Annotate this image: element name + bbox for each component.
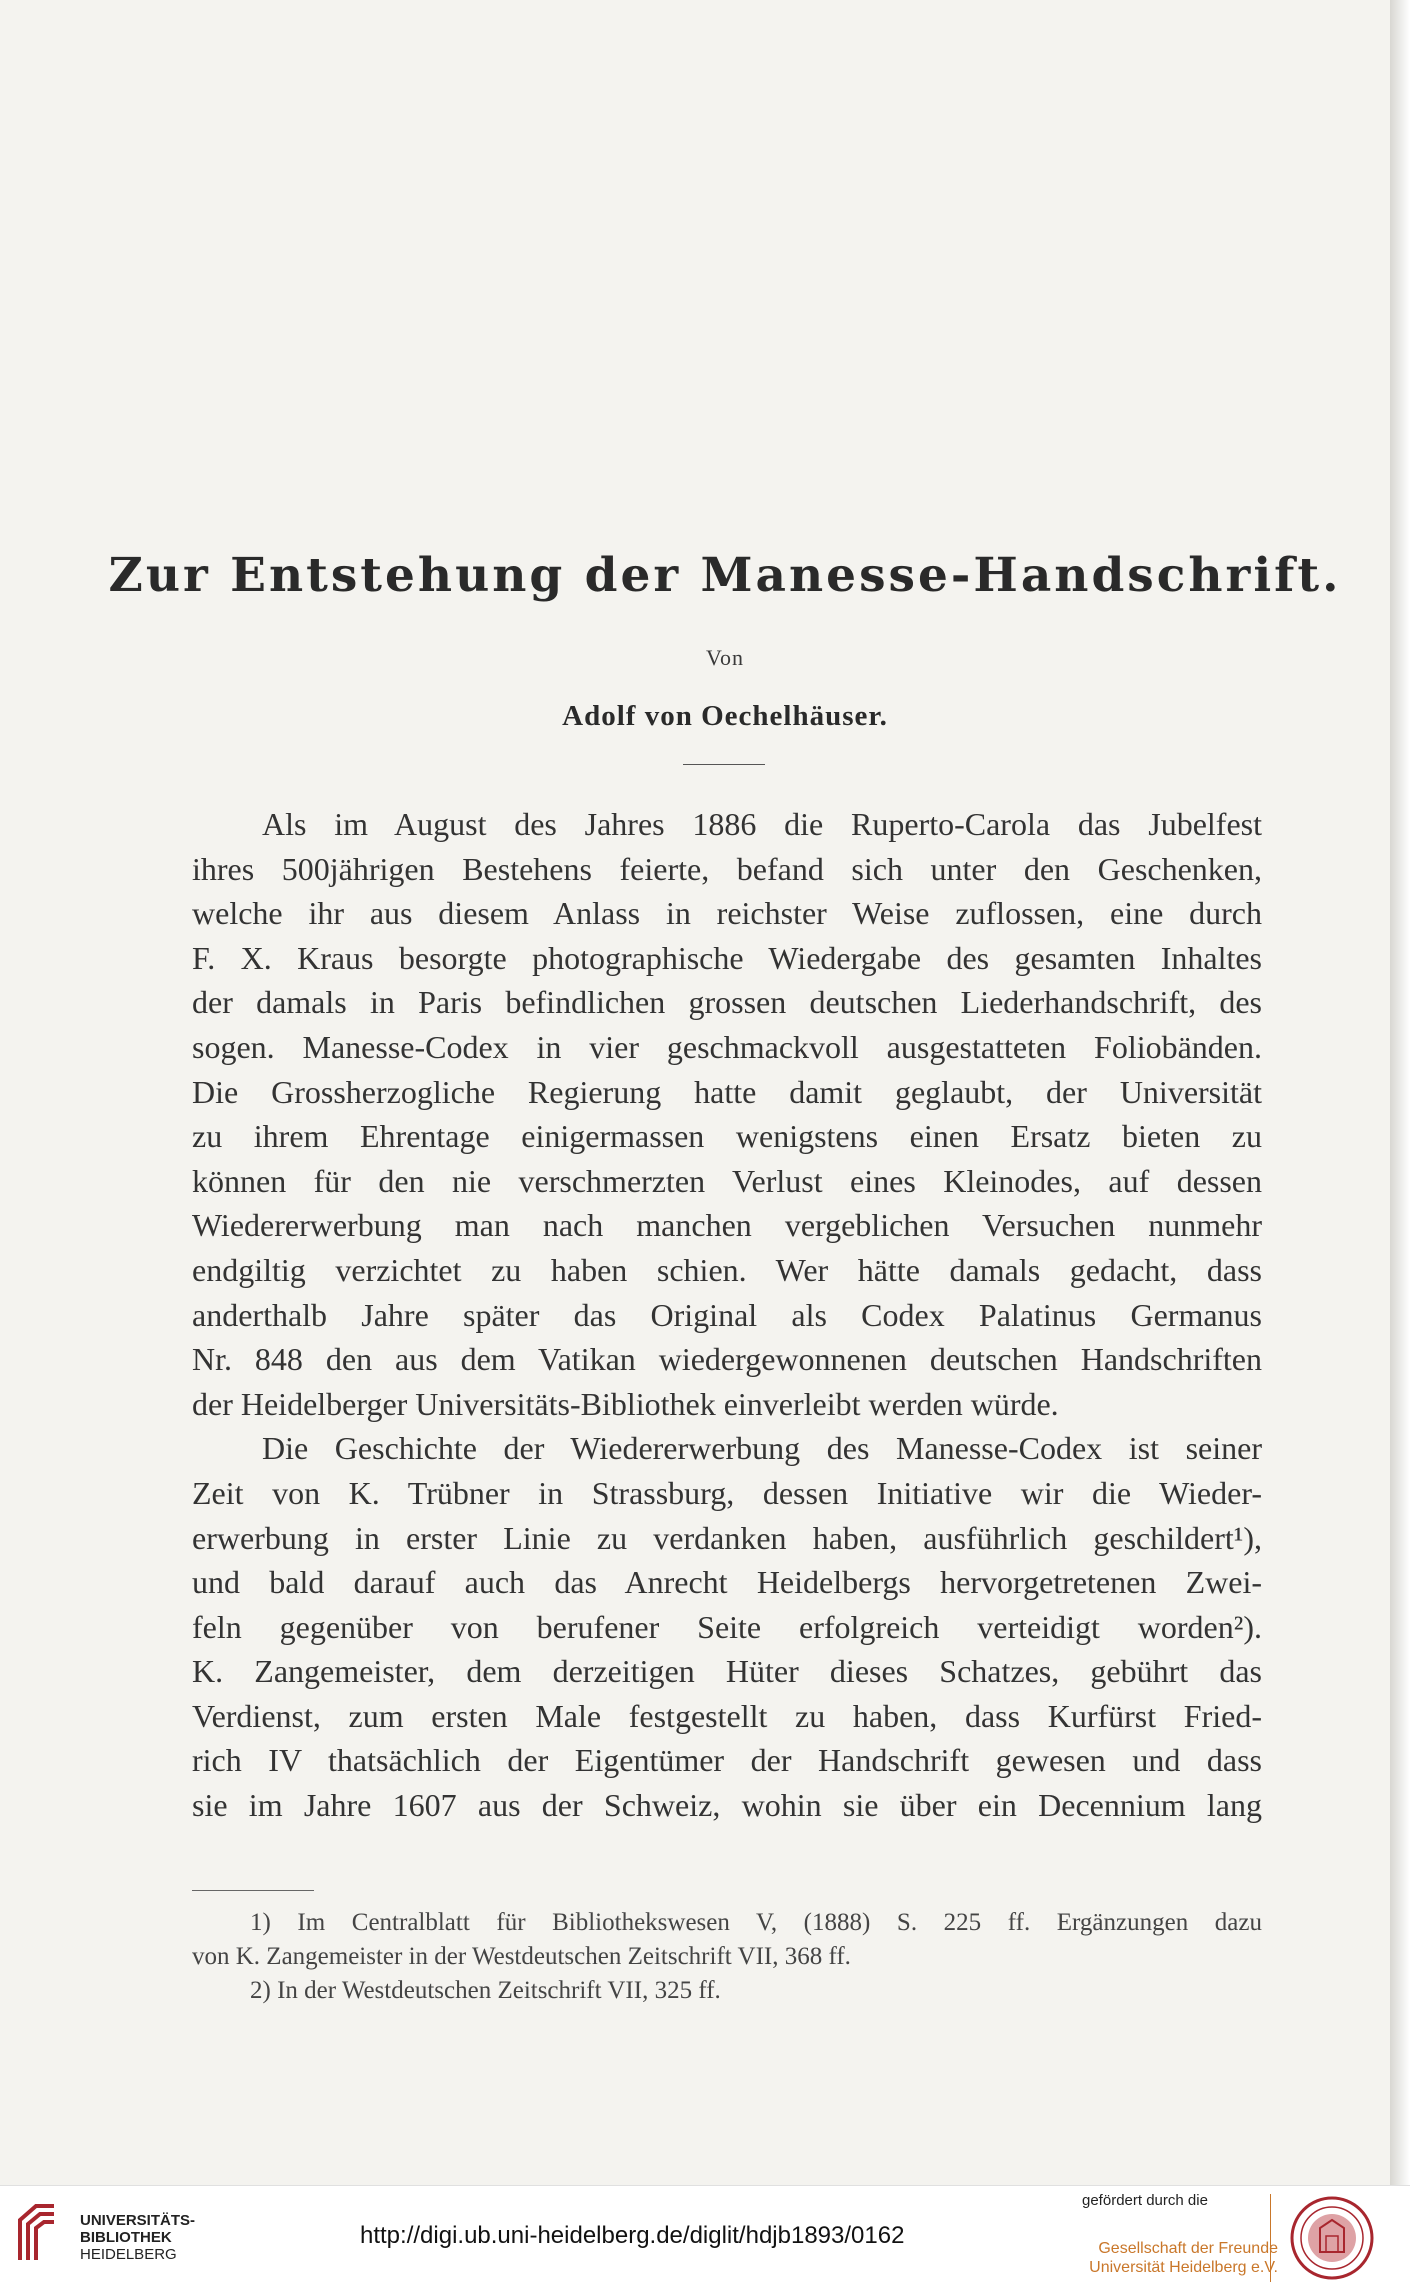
footnote-line: 2) In der Westdeutschen Zeitschrift VII, 325 ff. (250, 1977, 721, 2004)
sponsor-block (1078, 2192, 1278, 2277)
body-line: und bald darauf auch das Anrecht Heidelbergs hervorgetretenen Zwei- (192, 1564, 1262, 1601)
body-line: erwerbung in erster Linie zu verdanken haben, ausführlich geschildert¹), (192, 1519, 1262, 1556)
library-name-line: UNIVERSITÄTS- (80, 2212, 196, 2229)
body-line: Die Grossherzogliche Regierung hatte damit geglaubt, der Universität (192, 1073, 1262, 1110)
library-name (80, 2212, 195, 2263)
body-line: zu ihrem Ehrentage einigermassen wenigstens einen Ersatz bieten zu (192, 1118, 1262, 1155)
permalink[interactable]: http://digi.ub.uni-heidelberg.de/diglit/hdjb1893/0162 (360, 2222, 905, 2249)
body-line: F. X. Kraus besorgte photographische Wiedergabe des gesamten Inhaltes (192, 939, 1262, 976)
byline-prefix: Von (705, 645, 745, 670)
footnote-divider (192, 1890, 314, 1891)
body-line: ihres 500jährigen Bestehens feierte, befand sich unter den Geschenken, (192, 850, 1262, 887)
footnote-line: 1) Im Centralblatt für Bibliothekswesen V, (1888) S. 225 ff. Ergänzungen dazu (250, 1909, 1262, 1936)
sponsor-name-line: Gesellschaft der Freunde (1098, 2240, 1278, 2257)
body-line: endgiltig verzichtet zu haben schien. Wer hätte damals gedacht, dass (192, 1251, 1262, 1288)
page-edge (1390, 0, 1410, 2185)
footnotes (192, 1906, 1262, 2008)
body-line: anderthalb Jahre später das Original als Codex Palatinus Germanus (192, 1296, 1262, 1333)
footnote-line: von K. Zangemeister in der Westdeutschen Zeitschrift VII, 368 ff. (192, 1943, 851, 1970)
sponsored-by-label: gefördert durch die (1082, 2192, 1208, 2209)
body-line: können für den nie verschmerzten Verlust eines Kleinodes, auf dessen (192, 1162, 1262, 1199)
article-title: Zur Entstehung der Manesse-Handschrift. (108, 548, 1342, 603)
sponsor-divider (1270, 2194, 1271, 2282)
university-seal-icon (1290, 2196, 1374, 2280)
library-name-line: BIBLIOTHEK (80, 2229, 172, 2246)
library-name-line: HEIDELBERG (80, 2246, 177, 2263)
body-line: der damals in Paris befindlichen grossen deutschen Liederhandschrift, des (192, 984, 1262, 1021)
body-line: Als im August des Jahres 1886 die Ruperto-Carola das Jubelfest (262, 806, 1262, 842)
body-line: Die Geschichte der Wiedererwerbung des Manesse-Codex ist seiner (262, 1430, 1262, 1467)
sponsor-name (1078, 2239, 1278, 2277)
body-line: Wiedererwerbung man nach manchen vergeblichen Versuchen nunmehr (192, 1207, 1262, 1244)
body-text (192, 802, 1262, 1828)
body-line: feln gegenüber von berufener Seite erfolgreich verteidigt worden²). (192, 1608, 1262, 1645)
body-line: Nr. 848 den aus dem Vatikan wiedergewonnenen deutschen Handschriften (192, 1341, 1262, 1378)
body-line: welche ihr aus diesem Anlass in reichster Weise zuflossen, eine durch (192, 895, 1262, 932)
body-line: Verdienst, zum ersten Male festgestellt zu haben, dass Kurfürst Fried- (192, 1697, 1262, 1734)
author-name: Adolf von Oechelhäuser. (562, 700, 888, 732)
body-line: der Heidelberger Universitäts-Bibliothek einverleibt werden würde. (192, 1385, 1059, 1422)
body-line: sogen. Manesse-Codex in vier geschmackvoll ausgestatteten Foliobänden. (192, 1028, 1262, 1065)
body-line: rich IV thatsächlich der Eigentümer der Handschrift gewesen und dass (192, 1742, 1262, 1779)
title-divider (683, 764, 765, 765)
body-line: Zeit von K. Trübner in Strassburg, dessen Initiative wir die Wieder- (192, 1474, 1262, 1511)
sponsor-name-line: Universität Heidelberg e.V. (1089, 2259, 1278, 2276)
library-logo-icon (14, 2202, 60, 2264)
footer-bar (0, 2185, 1410, 2287)
body-line: sie im Jahre 1607 aus der Schweiz, wohin sie über ein Decennium lang (192, 1787, 1262, 1824)
body-line: K. Zangemeister, dem derzeitigen Hüter dieses Schatzes, gebührt das (192, 1653, 1262, 1690)
